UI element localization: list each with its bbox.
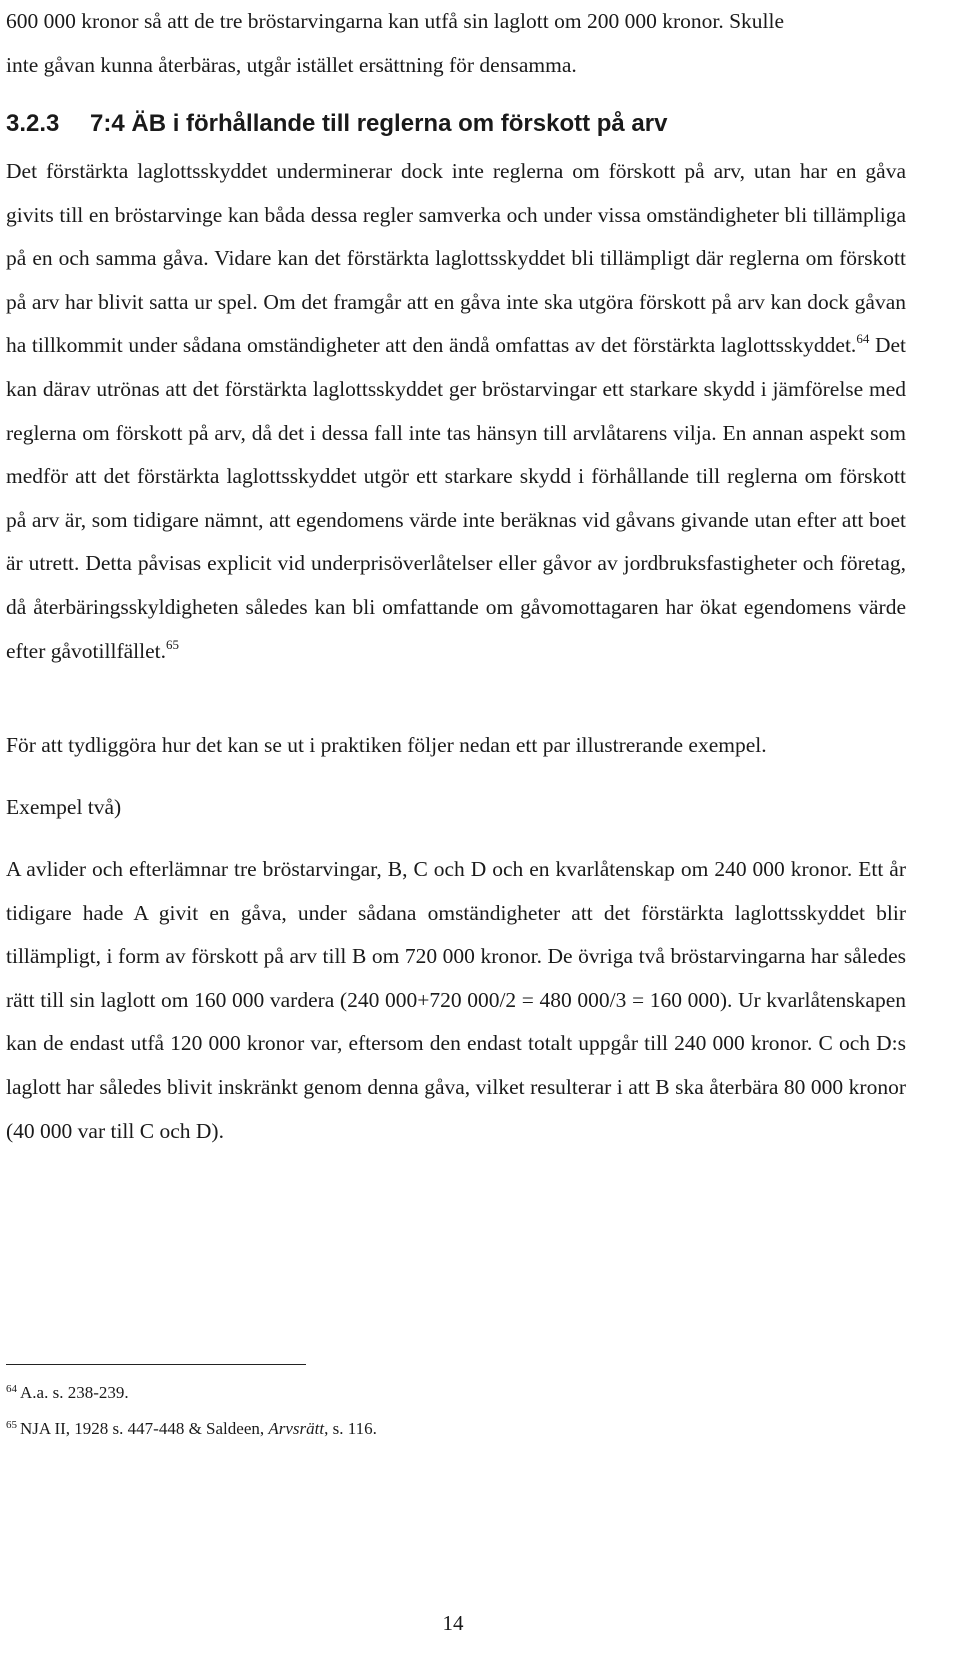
intro-line-1: 600 000 kronor så att de tre bröstarvingarna kan utfå sin laglott om 200 000 kronor. Skulle [6,9,785,33]
body-paragraph-3: A avlider och efterlämnar tre bröstarvingar, B, C och D och en kvarlåtenskap om 240 000 kronor. Ett år tidigare hade A givit en gåva, under sådana omständigheter att det förstärkta laglottsskyddet blir tillämpligt, i form av förskott på arv till B om 720 000 kronor. De övriga två bröstarvingarna har således rätt till sin laglott om 160 000 vardera (240 000+720 000/2 = 480 000/3 = 160 000). Ur kvarlåtenskapen kan de endast utfå 120 000 kronor var, eftersom den endast totalt uppgår till 240 000 kronor. C och D:s laglott har således blivit inskränkt genom denna gåva, vilket resulterar i att B ska återbära 80 000 kronor (40 000 var till C och D). [6,857,906,1143]
section-number: 3.2.3 [6,110,60,137]
body-paragraph-2: För att tydliggöra hur det kan se ut i praktiken följer nedan ett par illustrerande exempel. [6,733,767,757]
section-heading [6,104,667,144]
footnote-ref-64: 64 [856,331,870,347]
section-title: 7:4 ÄB i förhållande till reglerna om förskott på arv [90,110,668,137]
footnote-ref-65: 65 [165,636,179,652]
footnote-65 [6,1414,377,1440]
footnote-64-text: A.a. s. 238-239. [20,1383,129,1402]
intro-line-2: inte gåvan kunna återbäras, utgår istället ersättning för densamma. [6,52,577,77]
footnote-65-text-after: , s. 116. [324,1419,377,1438]
footnote-65-italic-title: Arvsrätt [268,1419,325,1438]
footnote-65-number: 65 [6,1419,17,1431]
intro-paragraph [6,0,906,87]
footnote-64-number: 64 [6,1383,17,1395]
body-paragraph-1 [6,150,906,673]
example-heading: Exempel två) [6,795,122,819]
paragraph-1-text-b: Det kan därav utrönas att det förstärkta laglottsskyddet ger bröstarvingar ett starkare skydd i jämförelse med reglerna om förskott på arv, då det i dessa fall inte tas hänsyn till arvlåtarens vilja. En annan aspekt som medför att det förstärkta laglottsskyddet utgör ett starkare skydd i förhållande till reglerna om förskott på arv är, som tidigare nämnt, att egendomens värde inte beräknas vid gåvans givande utan efter att boet är utrett. Detta påvisas explicit vid underprisöverlåtelser eller gåvor av jordbruksfastigheter och företag, då återbäringsskyldigheten således kan bli omfattande om gåvomottagaren har ökat egendomens värde efter gåvotillfället. [6,333,906,663]
footnote-64 [6,1378,129,1404]
paragraph-1-text-a: Det förstärkta laglottsskyddet underminerar dock inte reglerna om förskott på arv, utan har en gåva givits till en bröstarvinge kan båda dessa regler samverka och under vissa omständigheter bli tillämpliga på en och samma gåva. Vidare kan det förstärkta laglottsskyddet bli tillämpligt där reglerna om förskott på arv har blivit satta ur spel. Om det framgår att en gåva inte ska utgöra förskott på arv kan dock gåvan ha tillkommit under sådana omständigheter att den ändå omfattas av det förstärkta laglottsskyddet. [6,159,906,358]
page-number: 14 [442,1611,464,1635]
footnote-separator [6,1364,306,1365]
footnote-65-text-before: NJA II, 1928 s. 447-448 & Saldeen, [20,1419,269,1438]
